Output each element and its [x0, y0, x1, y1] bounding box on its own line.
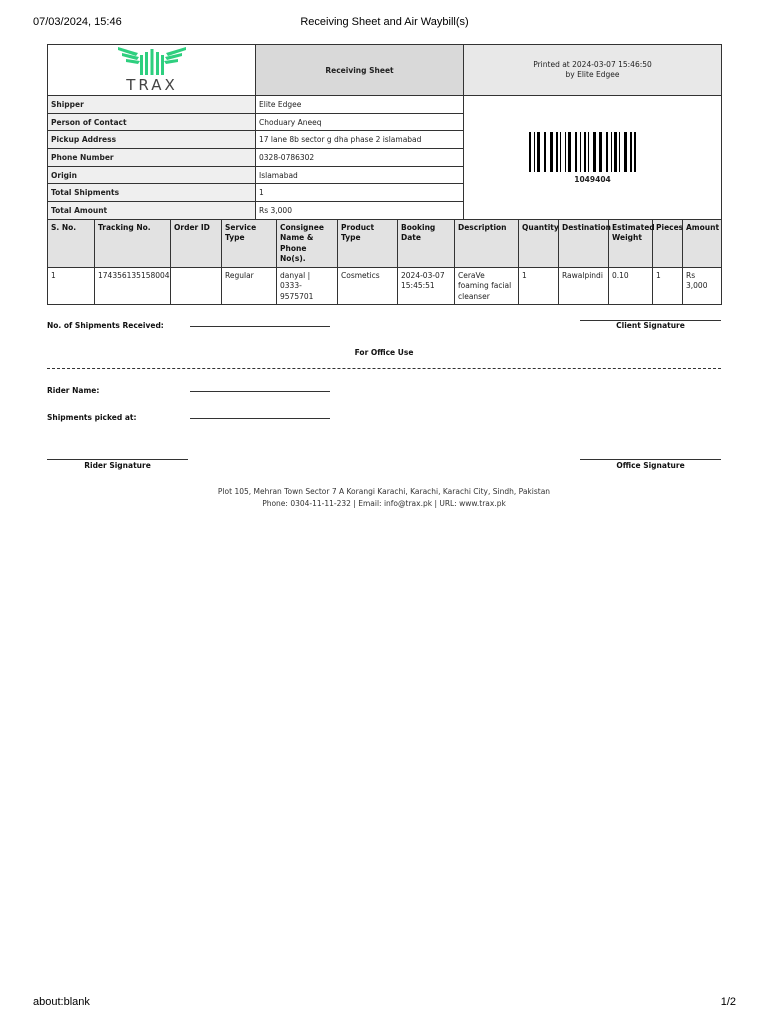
cell-product-type: Cosmetics	[338, 267, 398, 305]
barcode-number: 1049404	[574, 175, 611, 185]
column-header: Product Type	[338, 219, 398, 267]
column-header: S. No.	[48, 219, 95, 267]
shipments-received-label: No. of Shipments Received:	[47, 321, 164, 330]
column-header: Booking Date	[398, 219, 455, 267]
cell-booking-date: 2024-03-07 15:45:51	[398, 267, 455, 305]
info-value-contact: Choduary Aneeq	[256, 113, 464, 131]
column-header: Amount	[683, 219, 722, 267]
info-value-total-shipments: 1	[256, 184, 464, 202]
company-address	[47, 486, 721, 509]
printed-at: Printed at 2024-03-07 15:46:50	[533, 60, 652, 69]
print-title: Receiving Sheet and Air Waybill(s)	[300, 16, 469, 28]
column-header: Estimated Weight	[609, 219, 653, 267]
shipments-received-line	[190, 326, 330, 327]
column-header: Description	[455, 219, 519, 267]
rider-signature-label: Rider Signature	[84, 461, 151, 470]
cell-consignee: danyal | 0333-9575701	[277, 267, 338, 305]
contact-line: Phone: 0304-11-11-232 | Email: info@trax.pk | URL: www.trax.pk	[262, 498, 506, 508]
dashed-divider	[47, 368, 721, 369]
info-label-address: Pickup Address	[48, 131, 256, 149]
signature-section	[47, 0, 721, 480]
rider-signature-line	[47, 459, 188, 460]
office-use-heading: For Office Use	[354, 348, 414, 357]
cell-description: CeraVe foaming facial cleanser	[455, 267, 519, 305]
cell-destination: Rawalpindi	[559, 267, 609, 305]
info-label-origin: Origin	[48, 166, 256, 184]
info-value-address: 17 lane 8b sector g dha phase 2 islamabad	[256, 131, 464, 149]
column-header: Destination	[559, 219, 609, 267]
picked-at-label: Shipments picked at:	[47, 413, 137, 422]
cell-tracking-no: 174356135158004	[95, 267, 171, 305]
office-signature-label: Office Signature	[616, 461, 685, 470]
column-header: Consignee Name & Phone No(s).	[277, 219, 338, 267]
column-header: Order ID	[171, 219, 222, 267]
info-label-contact: Person of Contact	[48, 113, 256, 131]
info-label-shipper: Shipper	[48, 96, 256, 114]
printed-by: by Elite Edgee	[565, 70, 620, 79]
column-header: Service Type	[222, 219, 277, 267]
info-value-phone: 0328-0786302	[256, 149, 464, 167]
info-label-total-shipments: Total Shipments	[48, 184, 256, 202]
cell-amount: Rs 3,000	[683, 267, 722, 305]
client-signature-label: Client Signature	[616, 321, 685, 330]
print-page-number: 1/2	[720, 996, 736, 1008]
cell-service-type: Regular	[222, 267, 277, 305]
logo-text: TRAX	[125, 76, 178, 93]
info-label-phone: Phone Number	[48, 149, 256, 167]
sheet-title: Receiving Sheet	[256, 45, 464, 96]
address-line: Plot 105, Mehran Town Sector 7 A Korangi Karachi, Karachi, Karachi City, Sindh, Pakistan	[217, 487, 551, 496]
column-header: Pieces	[653, 219, 683, 267]
rider-name-line	[190, 391, 330, 392]
office-signature-line	[580, 459, 721, 460]
cell-sno: 1	[48, 267, 95, 305]
column-header: Quantity	[519, 219, 559, 267]
column-header: Tracking No.	[95, 219, 171, 267]
cell-pieces: 1	[653, 267, 683, 305]
info-value-shipper: Elite Edgee	[256, 96, 464, 114]
info-value-total-amount: Rs 3,000	[256, 202, 464, 220]
print-datetime: 07/03/2024, 15:46	[33, 16, 122, 28]
rider-name-label: Rider Name:	[47, 386, 100, 395]
print-url: about:blank	[33, 996, 90, 1008]
info-label-total-amount: Total Amount	[48, 202, 256, 220]
cell-weight: 0.10	[609, 267, 653, 305]
info-value-origin: Islamabad	[256, 166, 464, 184]
picked-at-line	[190, 418, 330, 419]
cell-quantity: 1	[519, 267, 559, 305]
print-footer	[33, 996, 736, 1010]
